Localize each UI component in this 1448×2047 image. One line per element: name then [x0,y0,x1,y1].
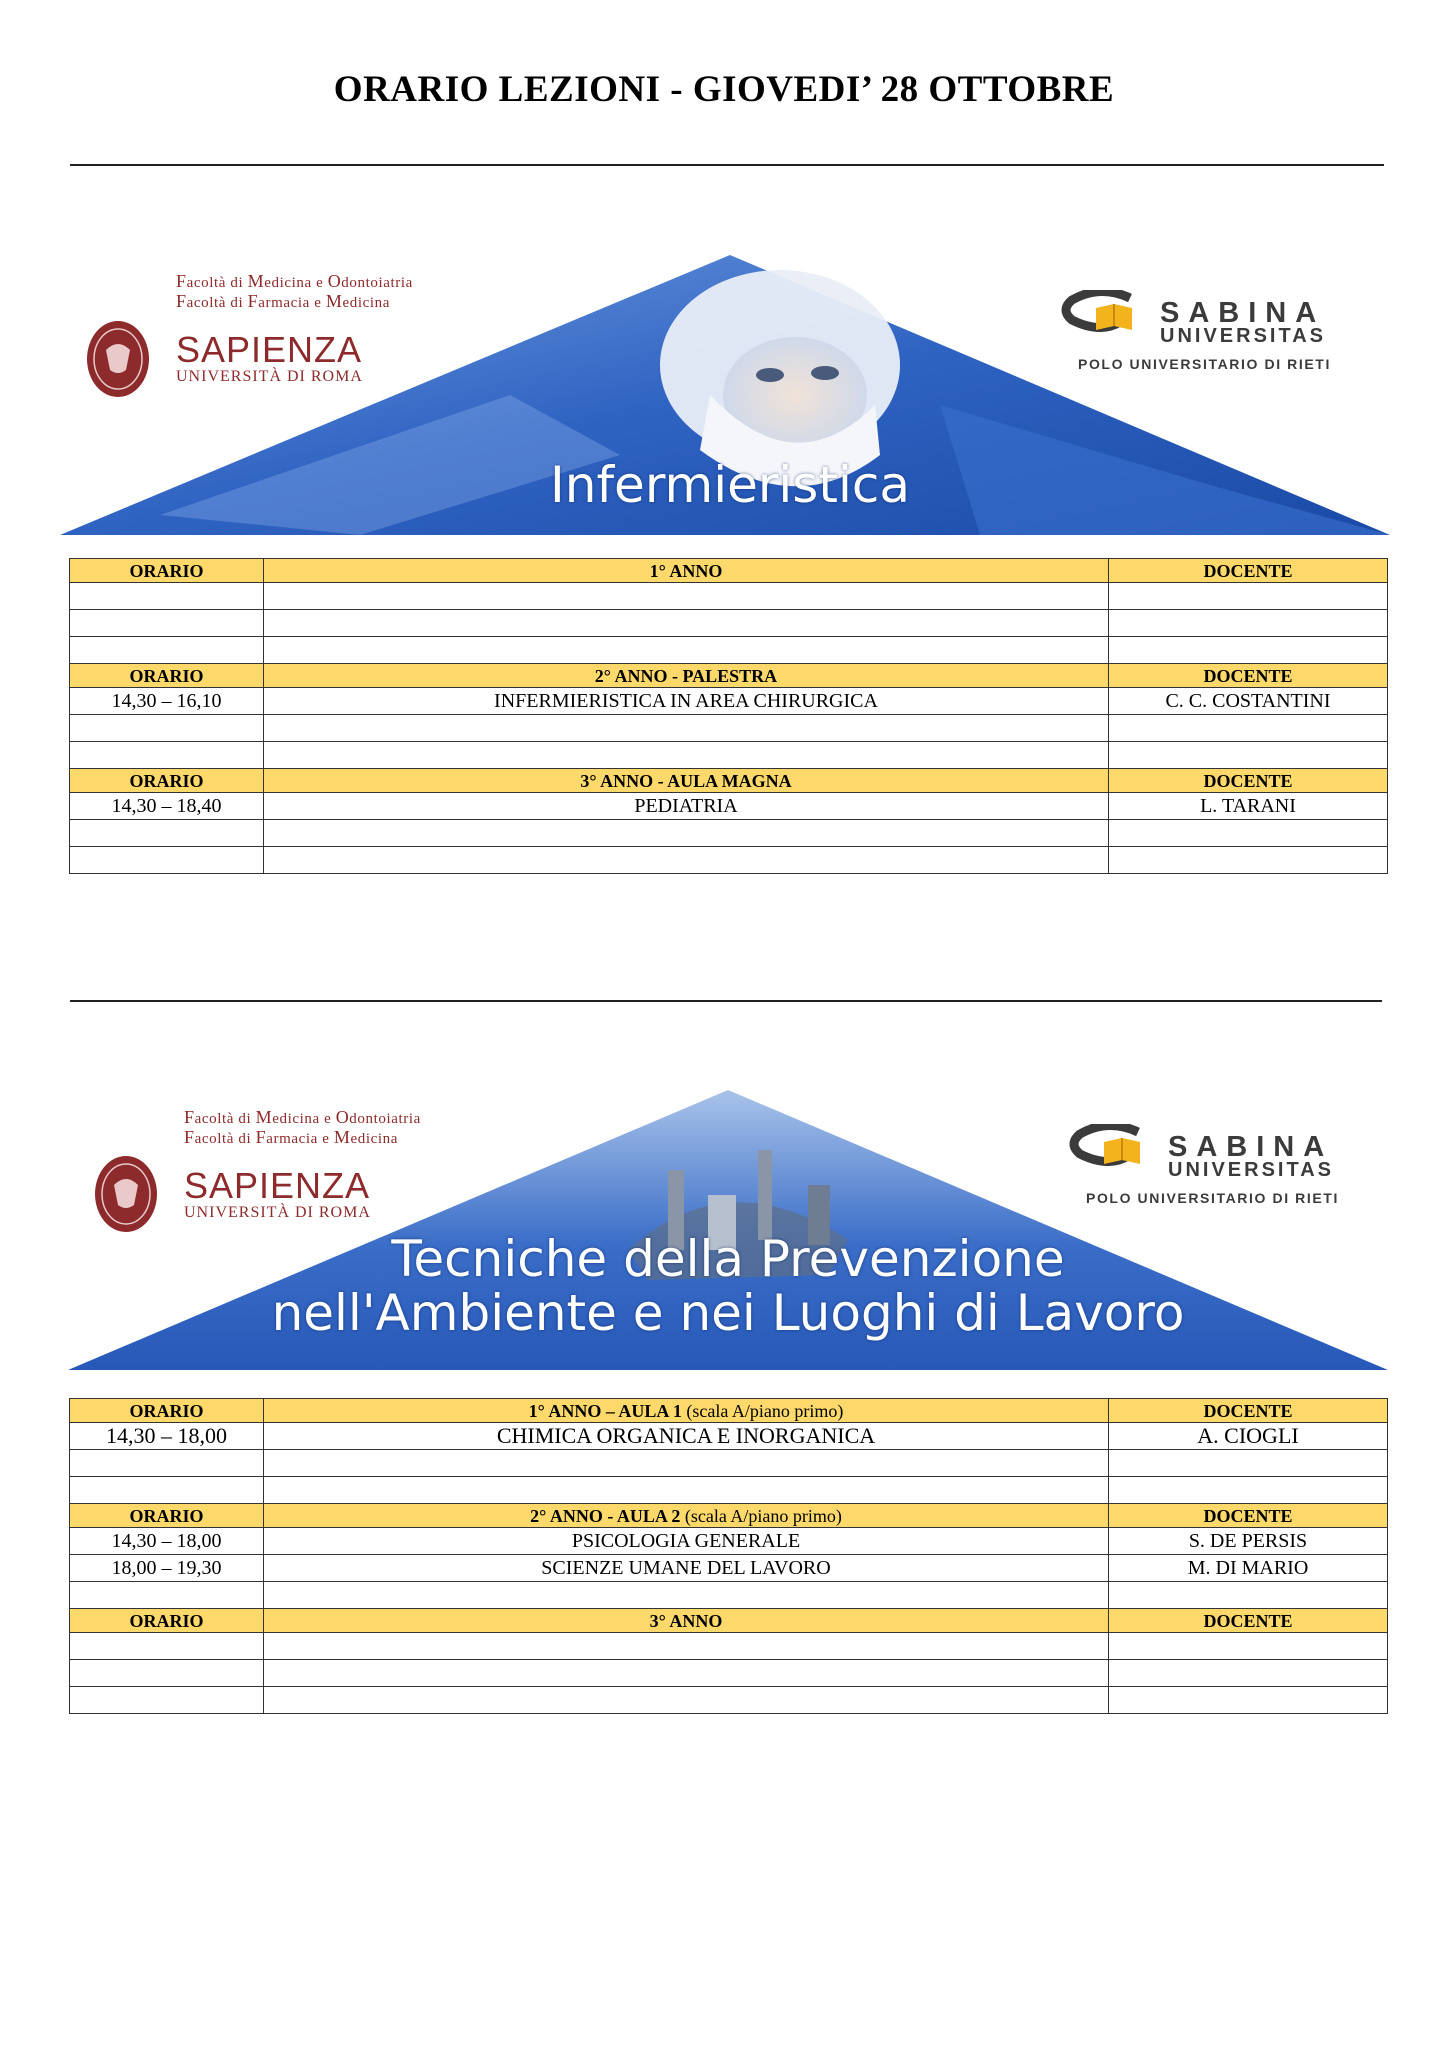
table-row [70,637,1388,664]
anno-header: 2° ANNO - PALESTRA [264,664,1109,688]
table-row [70,610,1388,637]
table-header-row [70,559,1388,583]
table-row [70,847,1388,874]
table-row [70,1633,1388,1660]
table-row: 18,00 – 19,30 SCIENZE UMANE DEL LAVORO M. DI MARIO [70,1555,1388,1582]
sapienza-subtitle: UNIVERSITÀ DI ROMA [184,1204,371,1221]
sapienza-subtitle: UNIVERSITÀ DI ROMA [176,368,363,385]
schedule-table-prevenzione [69,1398,1388,1714]
anno-header: 1° ANNO – AULA 1 (scala A/piano primo) [264,1399,1109,1423]
course-title-line1: Tecniche della Prevenzione [391,1230,1065,1288]
anno-header: 2° ANNO - AULA 2 (scala A/piano primo) [264,1504,1109,1528]
table-row [70,1582,1388,1609]
sapienza-name: SAPIENZA [176,329,363,370]
table-row [70,1660,1388,1687]
table-row: 14,30 – 16,10 INFERMIERISTICA IN AREA CHIRURGICA C. C. COSTANTINI [70,688,1388,715]
faculty-lines: Facoltà di Medicina e Odontoiatria Facoltà di Farmacia e Medicina [176,271,413,311]
table-row [70,742,1388,769]
course-title-line2: nell'Ambiente e nei Luoghi di Lavoro [271,1284,1185,1342]
sapienza-seal-icon [86,320,150,398]
table-row [70,715,1388,742]
table-row: 14,30 – 18,00 PSICOLOGIA GENERALE S. DE PERSIS [70,1528,1388,1555]
anno-header: 1° ANNO [264,559,1109,583]
orario-header: ORARIO [70,1504,264,1528]
table-row [70,1450,1388,1477]
docente-header: DOCENTE [1109,559,1388,583]
orario-header: ORARIO [70,559,264,583]
table-row [70,1477,1388,1504]
table-header-row [70,1504,1388,1528]
docente-header: DOCENTE [1109,1504,1388,1528]
table-header-row [70,664,1388,688]
course-title: Infermieristica [550,456,910,514]
table-header-row [70,1399,1388,1423]
docente-header: DOCENTE [1109,1399,1388,1423]
sabina-name: SABINA [1160,297,1326,329]
schedule-table-infermieristica [69,558,1388,874]
orario-header: ORARIO [70,664,264,688]
divider-middle [70,1000,1382,1002]
faculty-lines: Facoltà di Medicina e Odontoiatria Facoltà di Farmacia e Medicina [184,1107,421,1147]
docente-header: DOCENTE [1109,1609,1388,1633]
sapienza-seal-icon [94,1155,158,1233]
table-row [70,583,1388,610]
sabina-name: SABINA [1168,1131,1334,1163]
orario-header: ORARIO [70,769,264,793]
anno-header: 3° ANNO [264,1609,1109,1633]
table-row [70,1687,1388,1714]
table-row [70,820,1388,847]
table-header-row [70,1609,1388,1633]
orario-header: ORARIO [70,1609,264,1633]
sapienza-name: SAPIENZA [184,1165,371,1206]
universitas-name: UNIVERSITAS [1168,1159,1334,1181]
docente-header: DOCENTE [1109,664,1388,688]
universitas-name: UNIVERSITAS [1160,325,1326,347]
table-row: 14,30 – 18,40 PEDIATRIA L. TARANI [70,793,1388,820]
page-title: ORARIO LEZIONI - GIOVEDI’ 28 OTTOBRE [333,69,1115,110]
orario-header: ORARIO [70,1399,264,1423]
table-row: 14,30 – 18,00 CHIMICA ORGANICA E INORGANICA A. CIOGLI [70,1423,1388,1450]
table-header-row [70,769,1388,793]
divider-top [70,164,1384,166]
anno-header: 3° ANNO - AULA MAGNA [264,769,1109,793]
sabina-book-logo-icon [1068,1124,1163,1176]
polo-rieti: POLO UNIVERSITARIO DI RIETI [1086,1190,1339,1206]
docente-header: DOCENTE [1109,769,1388,793]
sabina-book-logo-icon [1060,290,1155,342]
polo-rieti: POLO UNIVERSITARIO DI RIETI [1078,356,1331,372]
